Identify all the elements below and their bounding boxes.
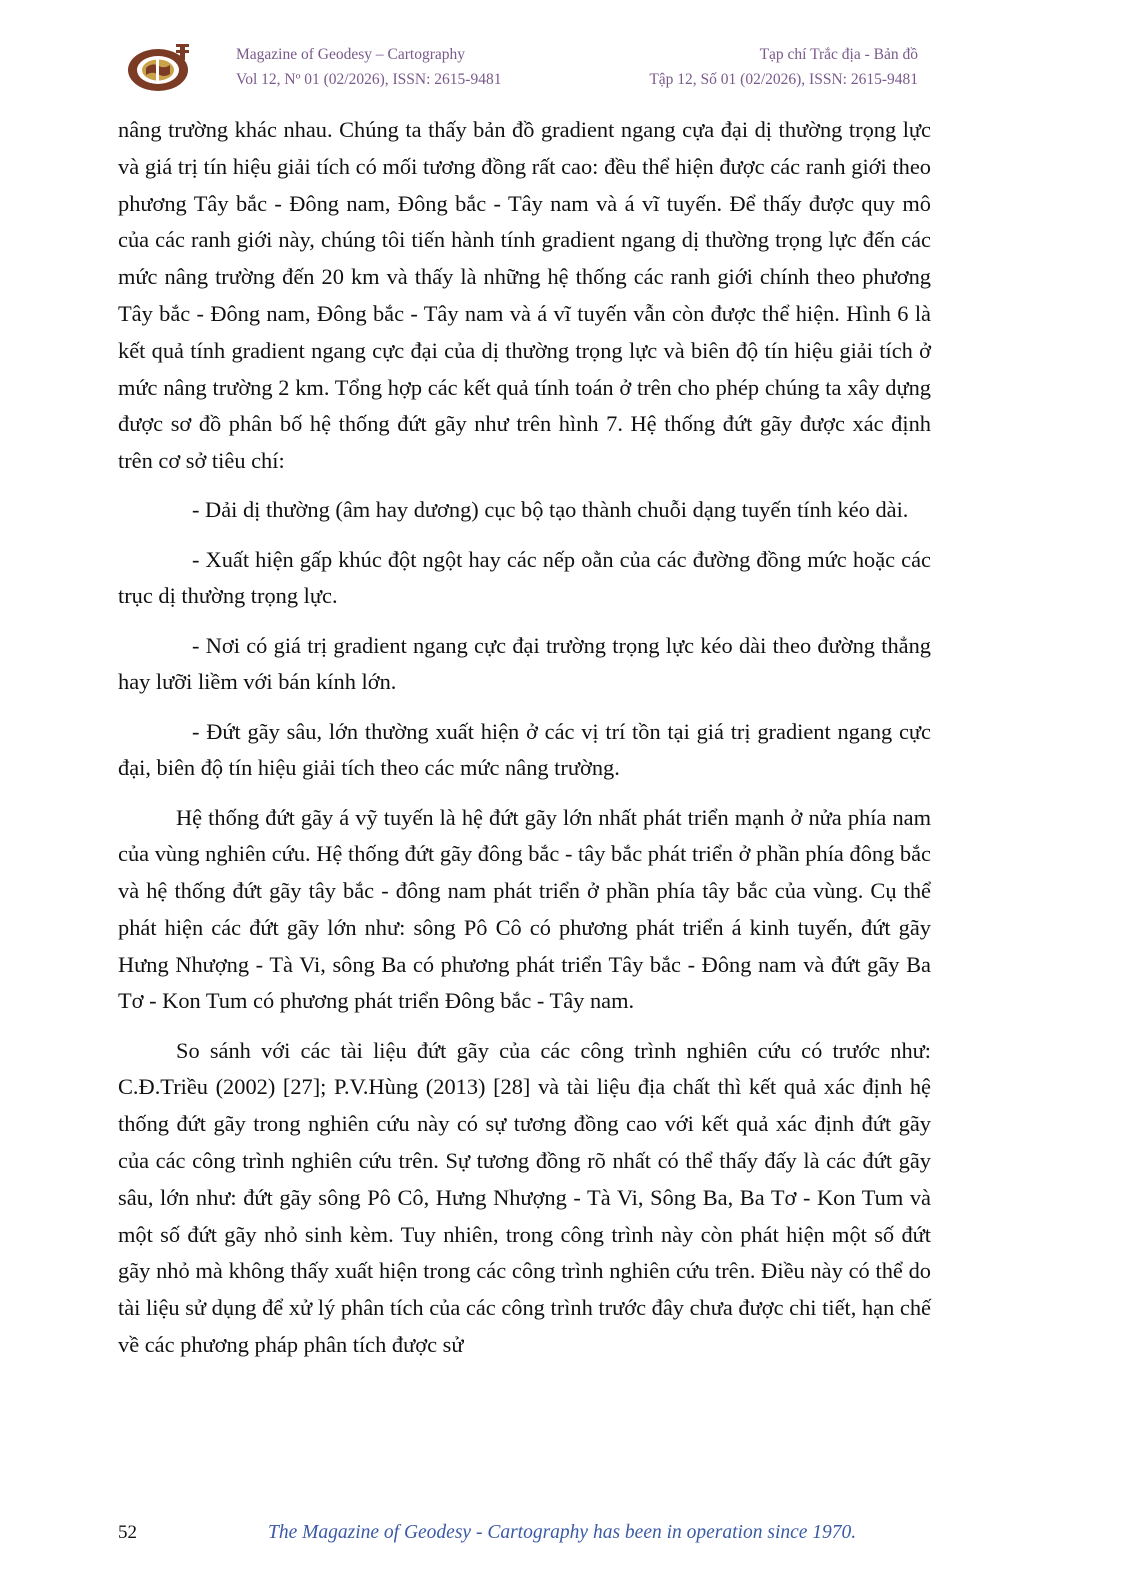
header-volume-vi: Tập 12, Số 01 (02/2026), ISSN: 2615-9481 (649, 71, 918, 88)
paragraph-intro: nâng trường khác nhau. Chúng ta thấy bản đồ gradient ngang cựa đại dị thường trọng lực và giá trị tín hiệu giải tích có mối tương đồng rất cao: đều thể hiện được các ranh giới theo phương Tây bắc - Đông nam, Đông bắc - Tây nam và á vĩ tuyến. Để thấy được quy mô của các ranh giới này, chúng tôi tiến hành tính gradient ngang dị thường trọng lực đến các mức nâng trường đến 20 km và thấy là những hệ thống các ranh giới chính theo phương Tây bắc - Đông nam, Đông bắc - Tây nam và á vĩ tuyến vẫn còn được thể hiện. Hình 6 là kết quả tính gradient ngang cực đại của dị thường trọng lực và biên độ tín hiệu giải tích ở mức nâng trường 2 km. Tổng hợp các kết quả tính toán ở trên cho phép chúng ta xây dựng được sơ đồ phân bố hệ thống đứt gãy như trên hình 7. Hệ thống đứt gãy được xác định trên cơ sở tiêu chí: (118, 117, 931, 474)
header-magazine-name-en: Magazine of Geodesy – Cartography (236, 46, 465, 63)
header-left (236, 42, 501, 92)
page-number: 52 (118, 1522, 137, 1543)
criteria-item-1: - Dải dị thường (âm hay dương) cục bộ tạo thành chuỗi dạng tuyến tính kéo dài. (192, 497, 909, 523)
criteria-item-2: - Xuất hiện gấp khúc đột ngột hay các nếp oằn của các đường đồng mức hoặc các trục dị thường trọng lực. (118, 546, 931, 609)
footer-tagline: The Magazine of Geodesy - Cartography has been in operation since 1970. (268, 1522, 857, 1543)
journal-logo-icon (126, 38, 198, 94)
criteria-item-4: - Đứt gãy sâu, lớn thường xuất hiện ở các vị trí tồn tại giá trị gradient ngang cực đại, biên độ tín hiệu giải tích theo các mức nâng trường. (118, 718, 931, 781)
header-right (649, 42, 918, 92)
paragraph-fault-systems: Hệ thống đứt gãy á vỹ tuyến là hệ đứt gãy lớn nhất phát triển mạnh ở nửa phía nam của vùng nghiên cứu. Hệ thống đứt gãy đông bắc - tây bắc phát triển ở phần phía đông bắc và hệ thống đứt gãy tây bắc - đông nam phát triển ở phần phía tây bắc của vùng. Cụ thể phát hiện các đứt gãy lớn như: sông Pô Cô có phương phát triển á kinh tuyến, đứt gãy Hưng Nhượng - Tà Vi, sông Ba có phương phát triển Tây bắc - Đông nam và đứt gãy Ba Tơ - Kon Tum có phương phát triển Đông bắc - Tây nam. (118, 804, 931, 1014)
page-header (0, 38, 1123, 98)
article-body (118, 112, 931, 1364)
paragraph-comparison: So sánh với các tài liệu đứt gãy của các công trình nghiên cứu có trước như: C.Đ.Triều (2002) [27]; P.V.Hùng (2013) [28] và tài liệu địa chất thì kết quả xác định hệ thống đứt gãy trong nghiên cứu này có sự tương đồng cao với kết quả xác định đứt gãy của các công trình nghiên cứu trên. Sự tương đồng rõ nhất có thể thấy đấy là các đứt gãy sâu, lớn như: đứt gãy sông Pô Cô, Hưng Nhượng - Tà Vi, Sông Ba, Ba Tơ - Kon Tum và một số đứt gãy nhỏ sinh kèm. Tuy nhiên, trong công trình này còn phát hiện một số đứt gãy nhỏ mà không thấy xuất hiện trong các công trình nghiên cứu trên. Điều này có thể do tài liệu sử dụng để xử lý phân tích của các công trình trước đây chưa được chi tiết, hạn chế về các phương pháp phân tích được sử (118, 1037, 931, 1358)
criteria-item-3: - Nơi có giá trị gradient ngang cực đại trường trọng lực kéo dài theo đường thẳng hay lưỡi liềm với bán kính lớn. (118, 632, 931, 695)
header-volume-en: Vol 12, Nº 01 (02/2026), ISSN: 2615-9481 (236, 71, 502, 88)
header-magazine-name-vi: Tạp chí Trắc địa - Bản đồ (759, 46, 918, 63)
page-footer (0, 1522, 1123, 1552)
